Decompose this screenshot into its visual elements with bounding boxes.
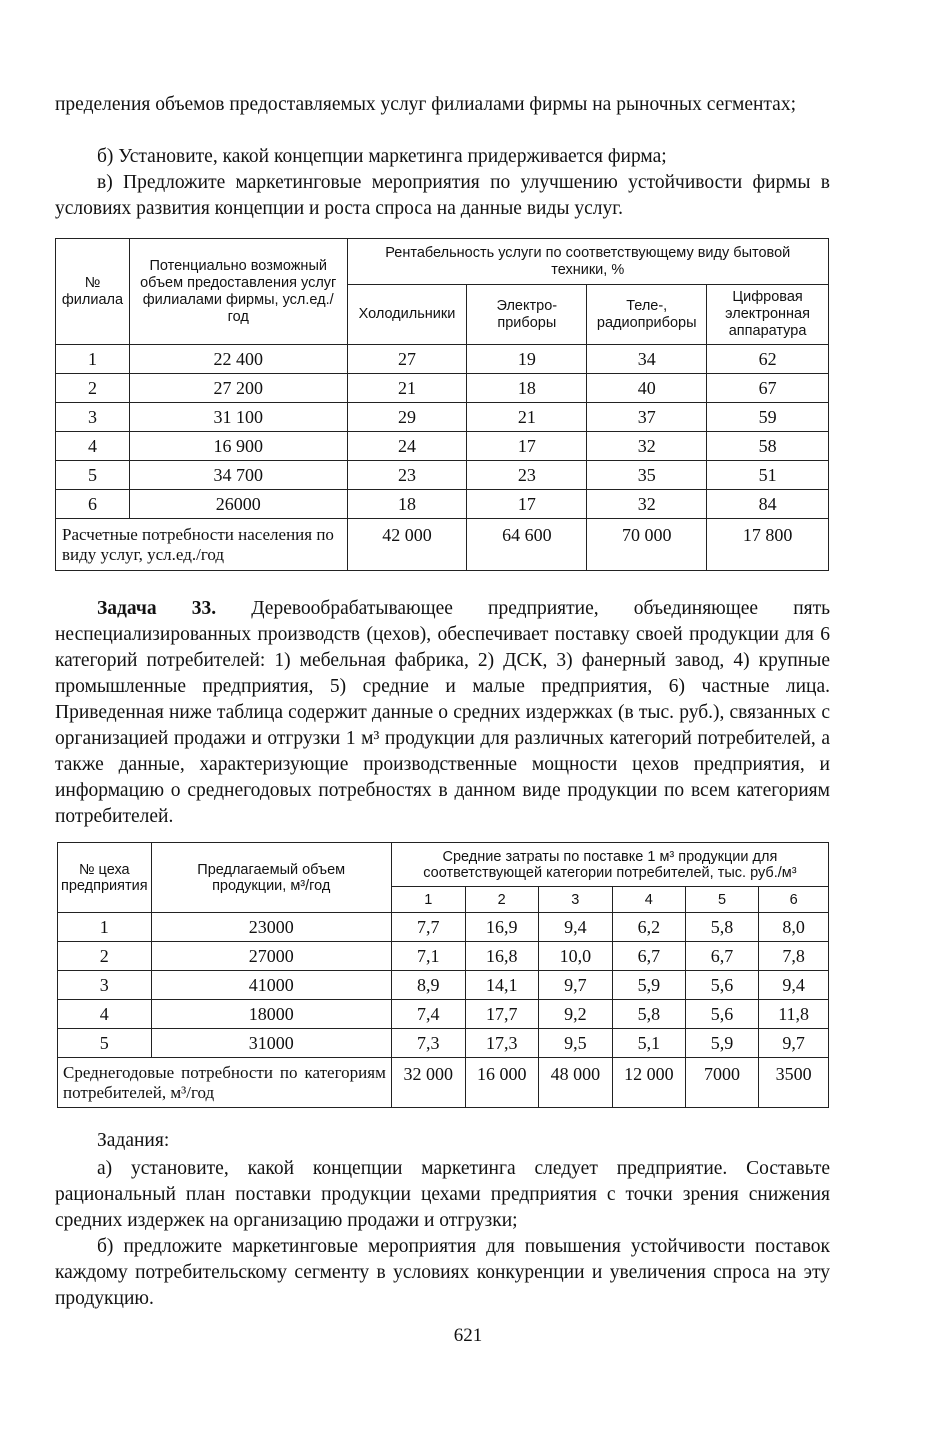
col-header-digital: Цифровая электронная аппаратура <box>707 285 829 345</box>
table-row <box>56 432 829 461</box>
cost-cell: 6,7 <box>612 942 685 971</box>
col-header-tv-radio: Теле-, радиоприборы <box>587 285 707 345</box>
branch-number-cell: 5 <box>56 461 130 490</box>
cost-cell: 8,0 <box>759 913 829 942</box>
profitability-cell: 58 <box>707 432 829 461</box>
cost-cell: 8,9 <box>391 971 465 1000</box>
sum-value: 42 000 <box>347 519 467 571</box>
col-header-category: 3 <box>538 887 612 913</box>
cost-cell: 16,9 <box>465 913 538 942</box>
page-number: 621 <box>453 1325 483 1346</box>
cost-cell: 14,1 <box>465 971 538 1000</box>
volume-cell: 16 900 <box>129 432 347 461</box>
col-header-category: 1 <box>391 887 465 913</box>
table-row <box>56 490 829 519</box>
intro-item-b: б) Установите, какой концепции маркетинга придерживается фирма; <box>97 146 667 167</box>
sum-value: 17 800 <box>707 519 829 571</box>
branch-number-cell: 1 <box>56 345 130 374</box>
volume-cell: 23000 <box>151 913 391 942</box>
col-header-costs: Средние затраты по поставке 1 м³ продукции для соответствующей категории потребителей, тыс. руб./м³ <box>391 843 828 887</box>
volume-cell: 26000 <box>129 490 347 519</box>
profitability-cell: 35 <box>587 461 707 490</box>
volume-cell: 41000 <box>151 971 391 1000</box>
col-header-profitability: Рентабельность услуги по соответствующему виду бытовой техники, % <box>347 239 829 285</box>
branch-profitability-table <box>55 238 829 571</box>
cost-cell: 11,8 <box>759 1000 829 1029</box>
cost-cell: 17,7 <box>465 1000 538 1029</box>
cost-cell: 5,8 <box>612 1000 685 1029</box>
volume-cell: 34 700 <box>129 461 347 490</box>
cost-cell: 9,4 <box>538 913 612 942</box>
profitability-cell: 23 <box>467 461 587 490</box>
task-33-paragraph <box>55 596 830 830</box>
volume-cell: 18000 <box>151 1000 391 1029</box>
branch-number-cell: 4 <box>56 432 130 461</box>
sum-value: 7000 <box>685 1058 758 1108</box>
profitability-cell: 17 <box>467 490 587 519</box>
profitability-cell: 37 <box>587 403 707 432</box>
col-header-branch: № филиала <box>56 239 130 345</box>
col-header-offered-volume: Предлагаемый объем продукции, м³/год <box>151 843 391 913</box>
profitability-cell: 84 <box>707 490 829 519</box>
cost-cell: 7,8 <box>759 942 829 971</box>
profitability-cell: 34 <box>587 345 707 374</box>
intro-line: пределения объемов предоставляемых услуг филиалами фирмы на рыночных сегментах; <box>55 94 797 115</box>
profitability-cell: 67 <box>707 374 829 403</box>
profitability-cell: 18 <box>347 490 467 519</box>
volume-cell: 31 100 <box>129 403 347 432</box>
cost-cell: 5,9 <box>612 971 685 1000</box>
shop-number-cell: 1 <box>58 913 152 942</box>
cost-cell: 16,8 <box>465 942 538 971</box>
intro-item-v: в) Предложите маркетинговые мероприятия по улучшению устойчивости фирмы в условиях развития концепции и роста спроса на данные виды услуг. <box>55 172 830 219</box>
tasks-heading: Задания: <box>97 1130 170 1151</box>
table-row <box>58 942 829 971</box>
shop-costs-table <box>57 842 829 1108</box>
table-row <box>56 345 829 374</box>
task-item-a: а) установите, какой концепции маркетинга следует предприятие. Составьте рациональный план поставки продукции цехами предприятия с точки зрения снижения средних издержек на организацию продажи и отгрузки; <box>55 1158 830 1231</box>
profitability-cell: 19 <box>467 345 587 374</box>
profitability-cell: 59 <box>707 403 829 432</box>
profitability-cell: 23 <box>347 461 467 490</box>
cost-cell: 7,7 <box>391 913 465 942</box>
sum-value: 3500 <box>759 1058 829 1108</box>
col-header-shop: № цеха предприятия <box>58 843 152 913</box>
col-header-volume: Потенциально возможный объем предоставления услуг филиалами фирмы, усл.ед./год <box>129 239 347 345</box>
table-row <box>56 403 829 432</box>
cost-cell: 5,8 <box>685 913 758 942</box>
profitability-cell: 32 <box>587 490 707 519</box>
cost-cell: 5,1 <box>612 1029 685 1058</box>
profitability-cell: 51 <box>707 461 829 490</box>
table-row <box>56 461 829 490</box>
profitability-cell: 29 <box>347 403 467 432</box>
profitability-cell: 21 <box>467 403 587 432</box>
col-header-appliances: Электро-приборы <box>467 285 587 345</box>
cost-cell: 7,1 <box>391 942 465 971</box>
profitability-cell: 62 <box>707 345 829 374</box>
task-item-b: б) предложите маркетинговые мероприятия для повышения устойчивости поставок каждому потребительскому сегменту в условиях конкуренции и увеличения спроса на эту продукцию. <box>55 1236 830 1309</box>
branch-number-cell: 6 <box>56 490 130 519</box>
sum-value: 12 000 <box>612 1058 685 1108</box>
cost-cell: 17,3 <box>465 1029 538 1058</box>
col-header-category: 5 <box>685 887 758 913</box>
cost-cell: 6,7 <box>685 942 758 971</box>
profitability-cell: 24 <box>347 432 467 461</box>
cost-cell: 10,0 <box>538 942 612 971</box>
volume-cell: 31000 <box>151 1029 391 1058</box>
cost-cell: 9,2 <box>538 1000 612 1029</box>
branch-number-cell: 2 <box>56 374 130 403</box>
table-row <box>58 1000 829 1029</box>
profitability-cell: 40 <box>587 374 707 403</box>
shop-number-cell: 4 <box>58 1000 152 1029</box>
profitability-cell: 27 <box>347 345 467 374</box>
table-row <box>58 1029 829 1058</box>
profitability-cell: 21 <box>347 374 467 403</box>
col-header-category: 4 <box>612 887 685 913</box>
volume-cell: 22 400 <box>129 345 347 374</box>
sum-row-label: Расчетные потребности населения по виду услуг, усл.ед./год <box>56 519 348 571</box>
sum-value: 16 000 <box>465 1058 538 1108</box>
cost-cell: 7,4 <box>391 1000 465 1029</box>
cost-cell: 7,3 <box>391 1029 465 1058</box>
task-33-text: Деревообрабатывающее предприятие, объединяющее пять неспециализированных производств (цехов), обеспечивает поставку своей продукции для 6 категорий потребителей: 1) мебельная фабрика, 2) ДСК, 3) фанерный завод, 4) крупные промышленные предприятия, 5) средние и малые предприятия, 6) частные лица. Приведенная ниже таблица содержит данные о средних издержках (в тыс. руб.), связанных с организацией продажи и отгрузки 1 м³ продукции для различных категорий потребителей, а также данные, характеризующие производственные мощности цехов предприятия, и информацию о среднегодовых потребностях в данном виде продукции по всем категориям потребителей. <box>55 598 831 827</box>
profitability-cell: 18 <box>467 374 587 403</box>
volume-cell: 27 200 <box>129 374 347 403</box>
task-33-title: Задача 33. <box>97 598 217 619</box>
sum-value: 64 600 <box>467 519 587 571</box>
sum-value: 70 000 <box>587 519 707 571</box>
cost-cell: 9,4 <box>759 971 829 1000</box>
sum-value: 48 000 <box>538 1058 612 1108</box>
shop-number-cell: 3 <box>58 971 152 1000</box>
sum-value: 32 000 <box>391 1058 465 1108</box>
table-row <box>58 913 829 942</box>
cost-cell: 5,6 <box>685 971 758 1000</box>
col-header-category: 2 <box>465 887 538 913</box>
col-header-fridges: Холодильники <box>347 285 467 345</box>
shop-number-cell: 5 <box>58 1029 152 1058</box>
col-header-category: 6 <box>759 887 829 913</box>
volume-cell: 27000 <box>151 942 391 971</box>
cost-cell: 9,7 <box>538 971 612 1000</box>
sum-row-label: Среднегодовые потребности по категориям потребителей, м³/год <box>58 1058 392 1108</box>
cost-cell: 5,6 <box>685 1000 758 1029</box>
shop-number-cell: 2 <box>58 942 152 971</box>
cost-cell: 9,7 <box>759 1029 829 1058</box>
cost-cell: 9,5 <box>538 1029 612 1058</box>
cost-cell: 5,9 <box>685 1029 758 1058</box>
table-row <box>58 971 829 1000</box>
profitability-cell: 17 <box>467 432 587 461</box>
profitability-cell: 32 <box>587 432 707 461</box>
branch-number-cell: 3 <box>56 403 130 432</box>
cost-cell: 6,2 <box>612 913 685 942</box>
table-row <box>56 374 829 403</box>
